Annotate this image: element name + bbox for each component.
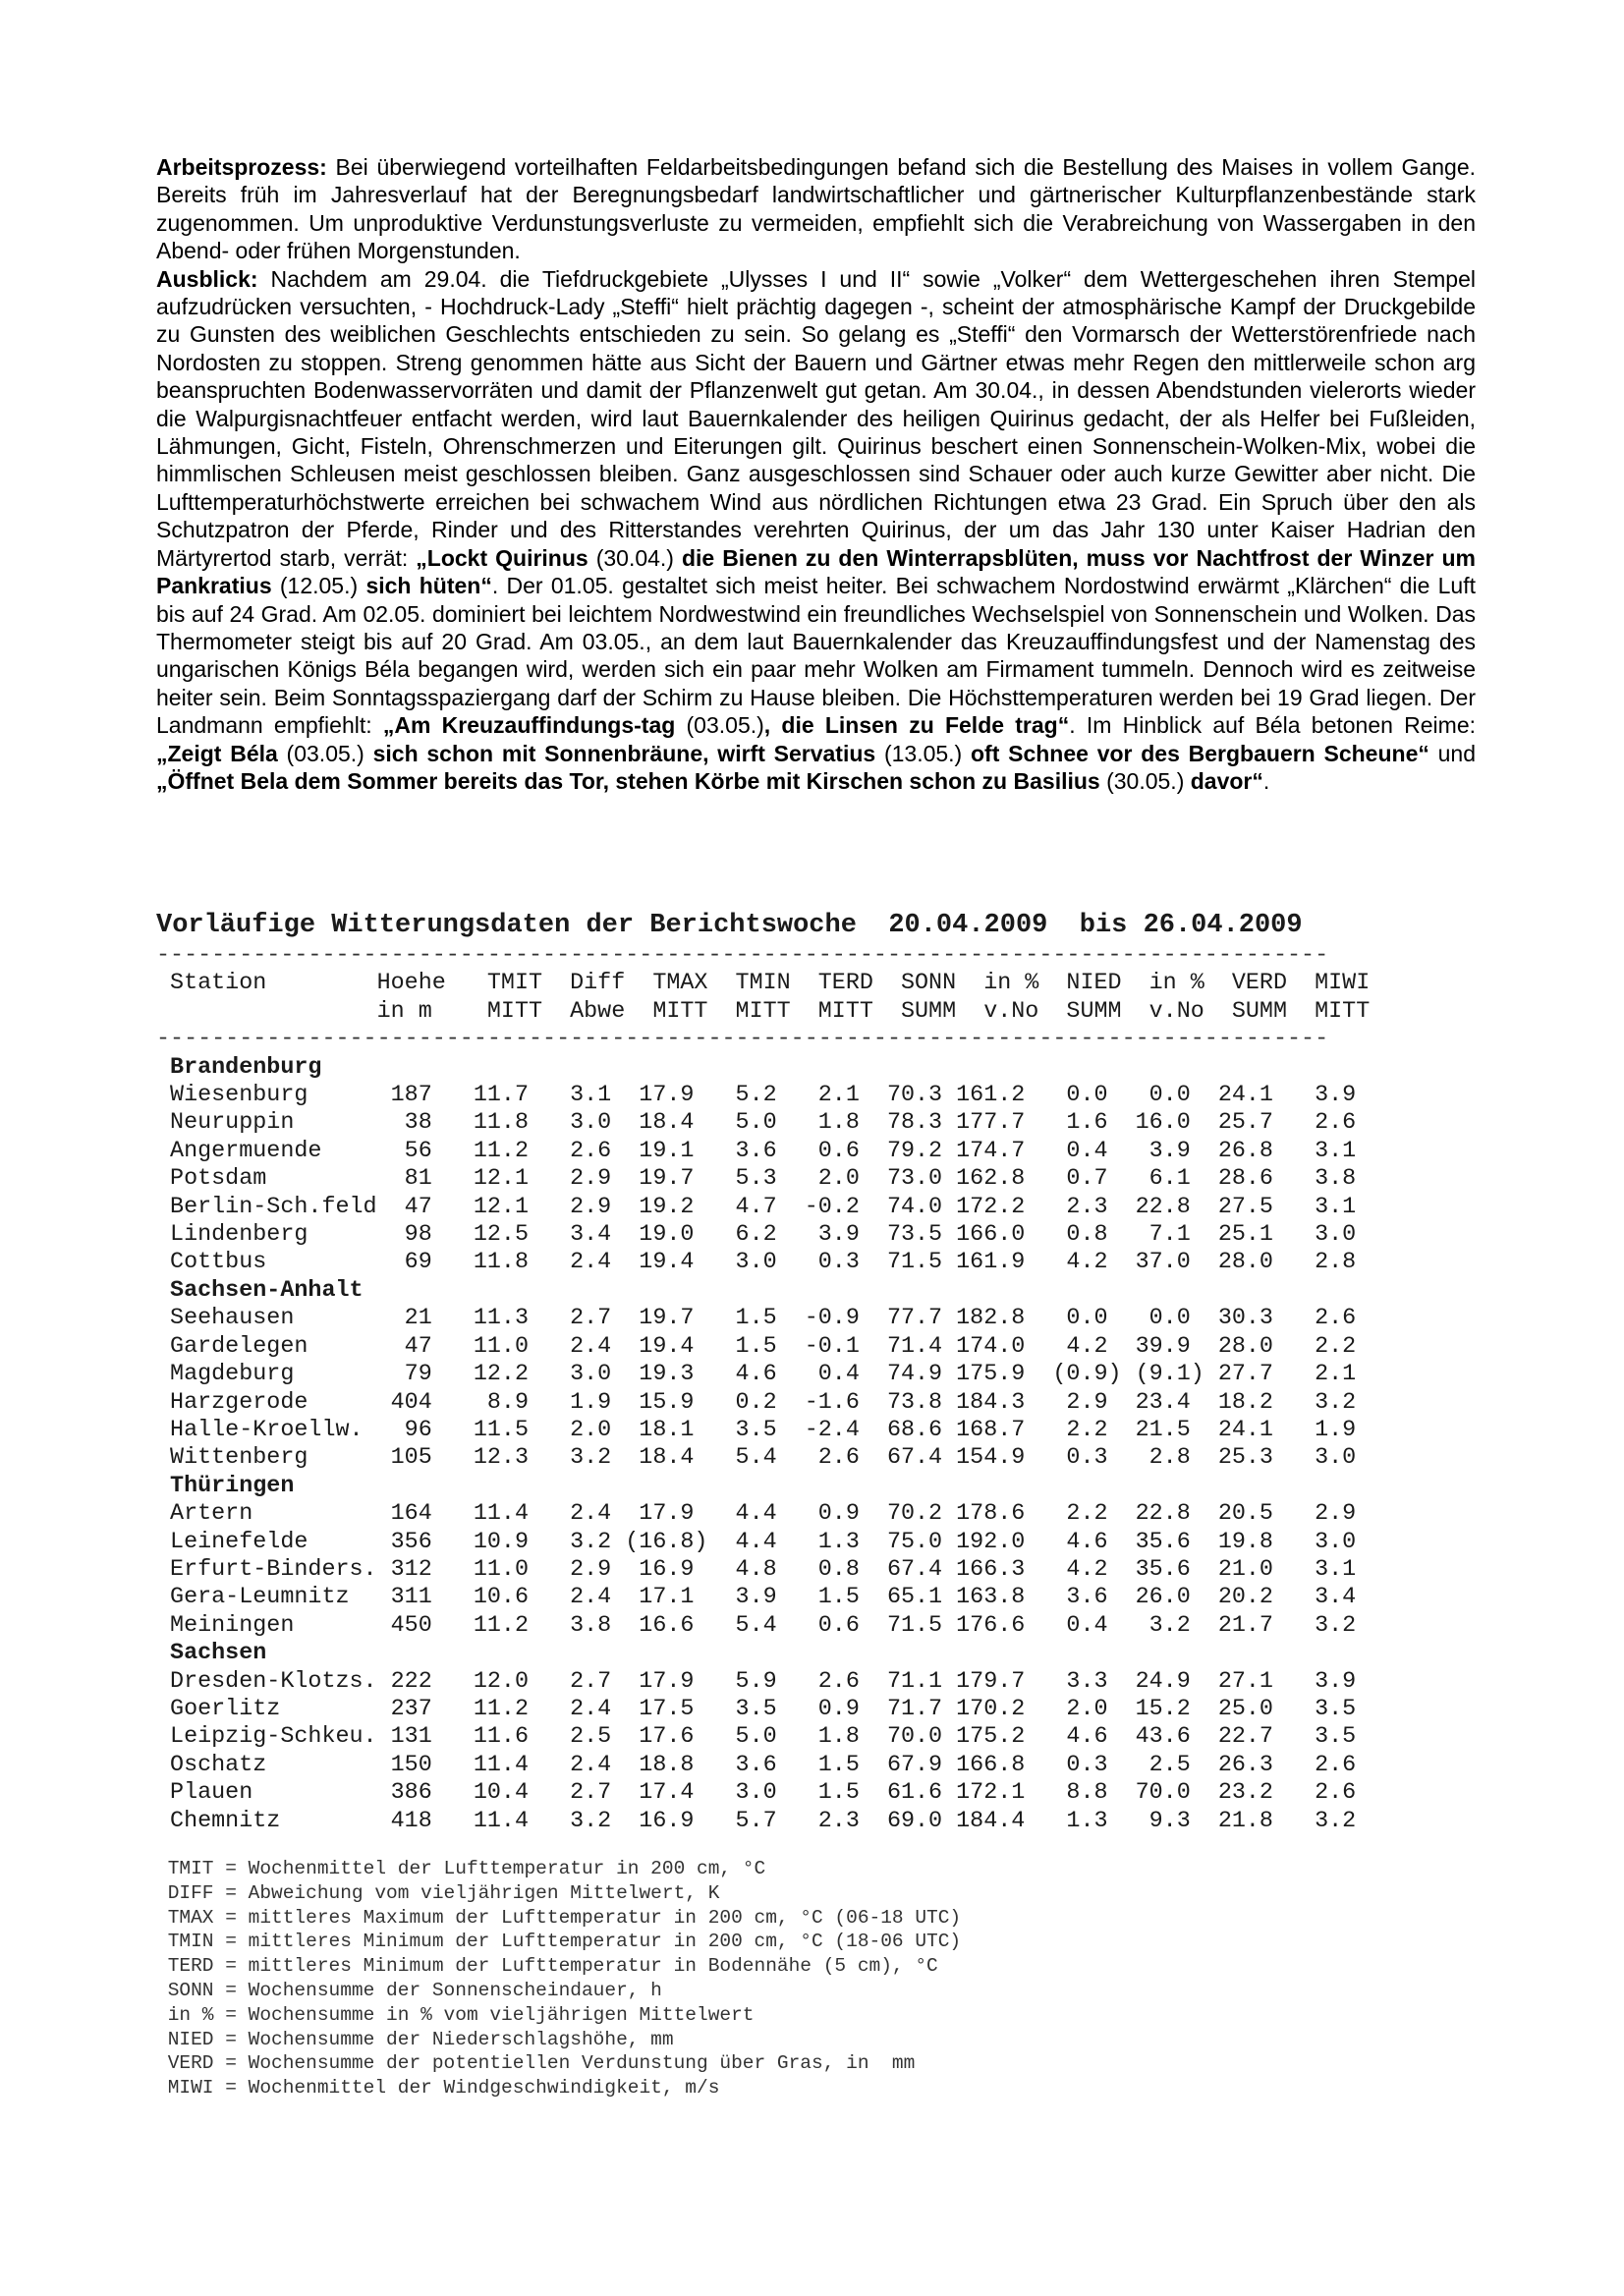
- region-heading: Thüringen: [156, 1473, 295, 1499]
- saying-bold: „Lockt Quirinus: [416, 544, 588, 571]
- region-heading: Brandenburg: [156, 1054, 322, 1081]
- legend-line: VERD = Wochensumme der potentiellen Verdunstung über Gras, in mm: [156, 2052, 916, 2075]
- table-row: Oschatz 150 11.4 2.4 18.8 3.6 1.5 67.9 166.8 0.3 2.5 26.3 2.6: [156, 1752, 1357, 1778]
- legend-line: NIED = Wochensumme der Niederschlagshöhe, mm: [156, 2028, 674, 2050]
- saying-bold: sich hüten“: [365, 573, 492, 599]
- table-row: Wiesenburg 187 11.7 3.1 17.9 5.2 2.1 70.3 161.2 0.0 0.0 24.1 3.9: [156, 1083, 1357, 1109]
- table-title: Vorläufige Witterungsdaten der Berichtswoche 20.04.2009 bis 26.04.2009: [156, 911, 1303, 940]
- separator-header: -------------------------------------------------------------------------------------: [156, 1027, 1329, 1053]
- table-row: Gera-Leumnitz 311 10.6 2.4 17.1 3.9 1.5 65.1 163.8 3.6 26.0 20.2 3.4: [156, 1585, 1357, 1611]
- table-row: Chemnitz 418 11.4 3.2 16.9 5.7 2.3 69.0 184.4 1.3 9.3 21.8 3.2: [156, 1808, 1357, 1834]
- table-row: Plauen 386 10.4 2.7 17.4 3.0 1.5 61.6 172.1 8.8 70.0 23.2 2.6: [156, 1780, 1357, 1807]
- table-row: Halle-Kroellw. 96 11.5 2.0 18.1 3.5 -2.4 68.6 168.7 2.2 21.5 24.1 1.9: [156, 1417, 1357, 1443]
- legend-line: SONN = Wochensumme der Sonnenscheindauer, h: [156, 1979, 662, 2001]
- separator-top: -------------------------------------------------------------------------------------: [156, 943, 1329, 969]
- table-row: Angermuende 56 11.2 2.6 19.1 3.6 0.6 79.2 174.7 0.4 3.9 26.8 3.1: [156, 1138, 1357, 1164]
- date-note: (30.05.): [1099, 767, 1191, 794]
- table-row: Magdeburg 79 12.2 3.0 19.3 4.6 0.4 74.9 175.9 (0.9) (9.1) 27.7 2.1: [156, 1362, 1357, 1388]
- table-body: [156, 1054, 1473, 1835]
- legend-line: in % = Wochensumme in % vom vieljährigen Mittelwert: [156, 2003, 755, 2026]
- saying-bold: die Bienen zu den Winterrapsblüten, muss vor Nachtfrost der Winzer um Pankratius: [156, 544, 1476, 599]
- saying-bold: „Öffnet Bela dem Sommer bereits das Tor, stehen Körbe mit Kirschen schon zu Basilius: [156, 767, 1100, 794]
- legend-line: DIFF = Abweichung vom vieljährigen Mittelwert, K: [156, 1881, 720, 1904]
- table-row: Artern 164 11.4 2.4 17.9 4.4 0.9 70.2 178.6 2.2 22.8 20.5 2.9: [156, 1501, 1357, 1528]
- table-header-row1: Station Hoehe TMIT Diff TMAX TMIN TERD SONN in % NIED in % VERD MIWI: [156, 971, 1371, 997]
- saying-bold: sich schon mit Sonnenbräune, wirft Servatius: [372, 740, 876, 766]
- report-text: [156, 153, 1476, 795]
- legend: [156, 1857, 1473, 2100]
- label-ausblick: Ausblick:: [156, 265, 258, 292]
- table-row: Goerlitz 237 11.2 2.4 17.5 3.5 0.9 71.7 170.2 2.0 15.2 25.0 3.5: [156, 1696, 1357, 1722]
- text-arbeitsprozess: Bei überwiegend vorteilhaften Feldarbeitsbedingungen befand sich die Bestellung des Maises in vollem Gange. Bereits früh im Jahresverlauf hat der Beregnungsbedarf landwirtschaftlicher und gärtnerischer Kulturpflanzenbestände stark zugenommen. Um unproduktive Verdunstungsverluste zu vermeiden, empfiehlt sich die Verabreichung von Wassergaben in den Abend- oder frühen Morgenstunden.: [156, 154, 1476, 264]
- table-row: Wittenberg 105 12.3 3.2 18.4 5.4 2.6 67.4 154.9 0.3 2.8 25.3 3.0: [156, 1445, 1357, 1472]
- table-row: Cottbus 69 11.8 2.4 19.4 3.0 0.3 71.5 161.9 4.2 37.0 28.0 2.8: [156, 1250, 1357, 1276]
- weather-data-table: [156, 909, 1473, 2100]
- text-run: und: [1428, 740, 1476, 766]
- legend-line: TMAX = mittleres Maximum der Lufttemperatur in 200 cm, °C (06-18 UTC): [156, 1906, 962, 1929]
- date-note: (13.05.): [875, 740, 971, 766]
- table-row: Erfurt-Binders. 312 11.0 2.9 16.9 4.8 0.8 67.4 166.3 4.2 35.6 21.0 3.1: [156, 1556, 1357, 1583]
- date-note: (03.05.): [675, 712, 764, 739]
- legend-line: TERD = mittleres Minimum der Lufttemperatur in Bodennähe (5 cm), °C: [156, 1955, 938, 1978]
- table-row: Seehausen 21 11.3 2.7 19.7 1.5 -0.9 77.7 182.8 0.0 0.0 30.3 2.6: [156, 1306, 1357, 1332]
- text-run: Nachdem am 29.04. die Tiefdruckgebiete „Ulysses I und II“ sowie „Volker“ dem Wettergeschehen ihren Stempel aufzudrücken versuchten, - Hochdruck-Lady „Steffi“ hielt prächtig dagegen -, scheint der atmosphärische Kampf der Druckgebilde zu Gunsten des weiblichen Geschlechts entschieden zu sein. So gelang es „Steffi“ den Vormarsch der Wetterstörenfriede nach Nordosten zu stoppen. Streng genommen hätte aus Sicht der Bauern und Gärtner etwas mehr Regen den mittlerweile schon arg beanspruchten Bodenwasservorräten und damit der Pflanzenwelt gut getan. Am 30.04., in dessen Abendstunden vielerorts wieder die Walpurgisnachtfeuer entfacht werden, wird laut Bauernkalender des heiligen Quirinus gedacht, der als Helfer bei Fußleiden, Lähmungen, Gicht, Fisteln, Ohrenschmerzen und Eiterungen gilt. Quirinus beschert einen Sonnenschein-Wolken-Mix, wobei die himmlischen Schleusen meist geschlossen bleiben. Ganz ausgeschlossen sind Schauer oder auch kurze Gewitter aber nicht. Die Lufttemperaturhöchstwerte erreichen bei schwachem Wind aus nördlichen Richtungen etwa 23 Grad. Ein Spruch über den als Schutzpatron der Pferde, Rinder und des Ritterstandes verehrten Quirinus, der um das Jahr 130 unter Kaiser Hadrian den Märtyrertod starb, verrät:: [156, 265, 1476, 571]
- region-heading: Sachsen: [156, 1641, 267, 1667]
- table-row: Dresden-Klotzs. 222 12.0 2.7 17.9 5.9 2.6 71.1 179.7 3.3 24.9 27.1 3.9: [156, 1668, 1357, 1695]
- date-note: (30.04.): [588, 544, 682, 571]
- table-row: Leinefelde 356 10.9 3.2 (16.8) 4.4 1.3 75.0 192.0 4.6 35.6 19.8 3.0: [156, 1529, 1357, 1555]
- table-header-row2: in m MITT Abwe MITT MITT MITT SUMM v.No SUMM v.No SUMM MITT: [156, 998, 1371, 1025]
- label-arbeitsprozess: Arbeitsprozess:: [156, 154, 327, 180]
- legend-line: TMIT = Wochenmittel der Lufttemperatur in 200 cm, °C: [156, 1858, 766, 1879]
- text-run: . Im Hinblick auf Béla betonen Reime:: [1069, 712, 1477, 739]
- saying-bold: davor“: [1190, 767, 1263, 794]
- text-run: .: [1262, 767, 1270, 794]
- date-note: (12.05.): [271, 573, 366, 599]
- saying-bold: „Zeigt Béla: [156, 740, 278, 766]
- table-row: Harzgerode 404 8.9 1.9 15.9 0.2 -1.6 73.8 184.3 2.9 23.4 18.2 3.2: [156, 1389, 1357, 1416]
- table-row: Berlin-Sch.feld 47 12.1 2.9 19.2 4.7 -0.2 74.0 172.2 2.3 22.8 27.5 3.1: [156, 1194, 1357, 1220]
- saying-bold: oft Schnee vor des Bergbauern Scheune“: [970, 740, 1429, 766]
- table-row: Meiningen 450 11.2 3.8 16.6 5.4 0.6 71.5 176.6 0.4 3.2 21.7 3.2: [156, 1612, 1357, 1639]
- table-row: Leipzig-Schkeu. 131 11.6 2.5 17.6 5.0 1.8 70.0 175.2 4.6 43.6 22.7 3.5: [156, 1724, 1357, 1751]
- date-note: (03.05.): [277, 740, 373, 766]
- table-row: Gardelegen 47 11.0 2.4 19.4 1.5 -0.1 71.4 174.0 4.2 39.9 28.0 2.2: [156, 1333, 1357, 1360]
- legend-line: TMIN = mittleres Minimum der Lufttemperatur in 200 cm, °C (18-06 UTC): [156, 1931, 962, 1953]
- table-row: Neuruppin 38 11.8 3.0 18.4 5.0 1.8 78.3 177.7 1.6 16.0 25.7 2.6: [156, 1110, 1357, 1137]
- paragraph-ausblick: [156, 265, 1476, 796]
- table-row: Potsdam 81 12.1 2.9 19.7 5.3 2.0 73.0 162.8 0.7 6.1 28.6 3.8: [156, 1166, 1357, 1193]
- saying-bold: , die Linsen zu Felde trag“: [763, 712, 1070, 739]
- region-heading: Sachsen-Anhalt: [156, 1277, 364, 1304]
- saying-bold: „Am Kreuzauffindungs-tag: [382, 712, 676, 739]
- table-row: Lindenberg 98 12.5 3.4 19.0 6.2 3.9 73.5 166.0 0.8 7.1 25.1 3.0: [156, 1222, 1357, 1249]
- text-run: . Der 01.05. gestaltet sich meist heiter. Bei schwachem Nordostwind erwärmt „Klärchen“ die Luft bis auf 24 Grad. Am 02.05. dominiert bei leichtem Nordwestwind ein freundliches Wechselspiel von Sonnenschein und Wolken. Das Thermometer steigt bis auf 20 Grad. Am 03.05., an dem laut Bauernkalender das Kreuzauffindungsfest und der Namenstag des ungarischen Königs Béla begangen wird, werden sich ein paar mehr Wolken am Firmament tummeln. Dennoch wird es zeitweise heiter sein. Beim Sonntagsspaziergang darf der Schirm zu Hause bleiben. Die Höchsttemperaturen werden bei 19 Grad liegen. Der Landmann empfiehlt:: [156, 573, 1477, 739]
- legend-line: MIWI = Wochenmittel der Windgeschwindigkeit, m/s: [156, 2077, 720, 2100]
- paragraph-arbeitsprozess: [156, 153, 1476, 265]
